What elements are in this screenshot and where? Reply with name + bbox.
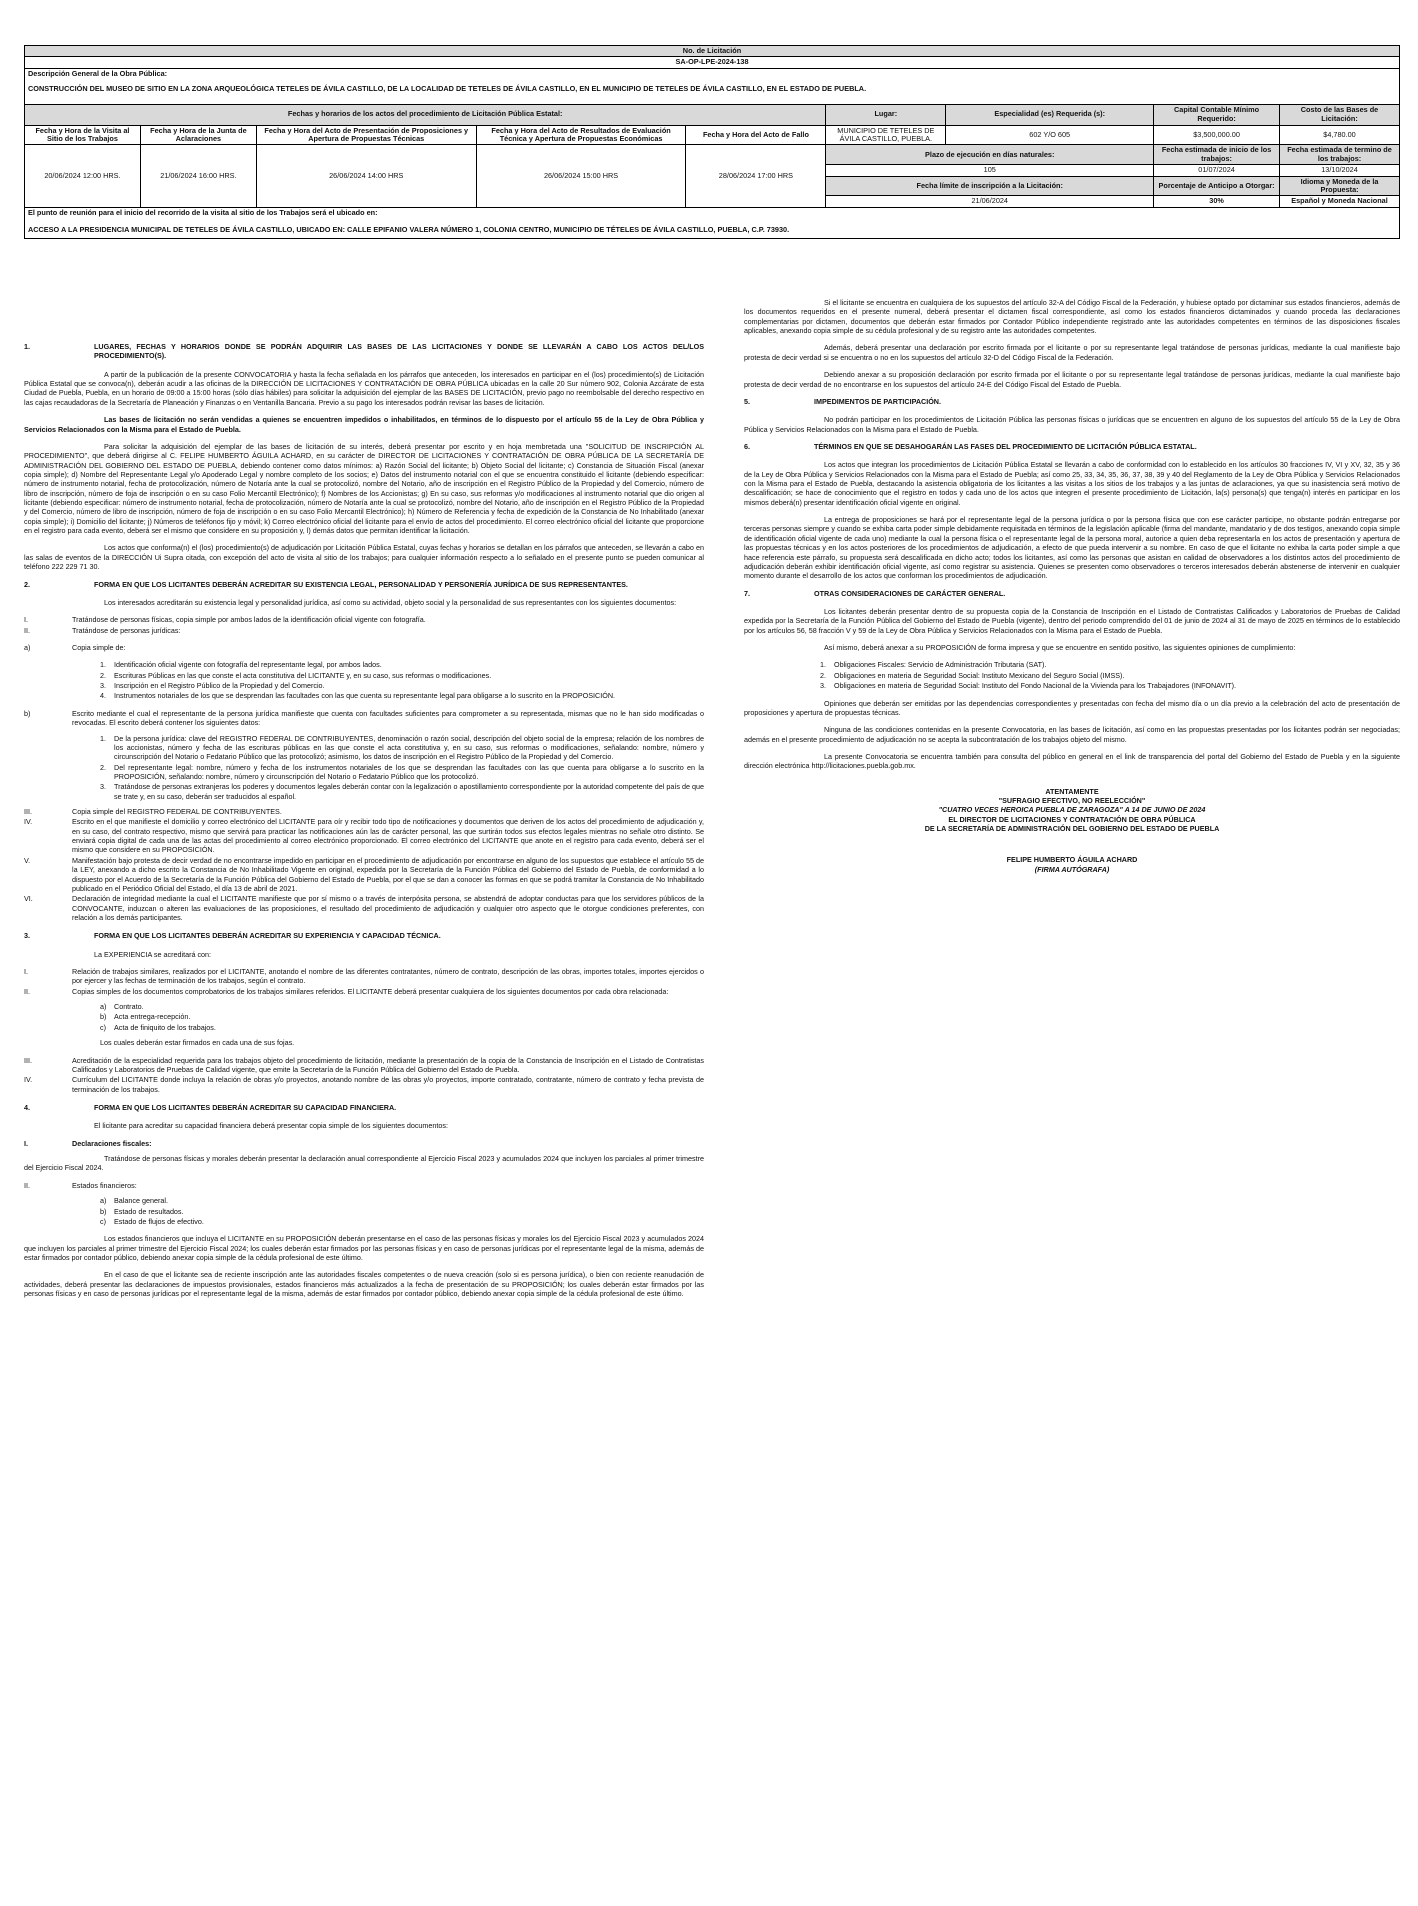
s3-b: b) Acta entrega-recepción. <box>100 1012 191 1022</box>
col-resultados: Fecha y Hora del Acto de Resultados de Evaluación Técnica y Apertura de Propuestas Económicas <box>476 125 686 145</box>
s3-iii: III. Acreditación de la especialidad requerida para los trabajos objeto del procedimiento de licitación, mediante la presentación de la copia de la Constancia de Inscripción en el Listado de Contratistas Calificados y Laboratorios de Pruebas de Calidad vigente, que emite la Secretaría de la Función Pública del Gobierno del Estado de Puebla. <box>24 1055 704 1074</box>
limite: 21/06/2024 <box>826 196 1154 207</box>
s2-a4: 4. Instrumentos notariales de los que se desprendan las facultades con las que cuenta su representante legal para obligarse a lo suscrito en la PROPOSICIÓN. <box>100 691 616 701</box>
s4-p2: Tratándose de personas físicas y morales deberán presentar la declaración anual correspondiente al Ejercicio Fiscal 2023 y acumulados 2024 que incluyen los parciales al primer trimestre del Ejercicio Fiscal 2024. <box>24 1154 704 1173</box>
lugar: MUNICIPIO DE TETELES DE ÁVILA CASTILLO, PUEBLA. <box>826 125 946 145</box>
fallo: 28/06/2024 17:00 HRS <box>686 145 826 207</box>
r-p2: Además, deberá presentar una declaración por escrito firmada por el licitante o por su representante legal tratándose de personas jurídicas, mediante la cual manifieste bajo protesta de decir verdad si se encuentra o no en los supuestos del artículo 32-D del Código Fiscal de la Federación. <box>744 343 1400 362</box>
s7-p1: Los licitantes deberán presentar dentro de su propuesta copia de la Constancia de Inscripción en el Listado de Contratistas Calificados y Laboratorios de Pruebas de Calidad expedida por la Secretaría de la Función Pública del Gobierno del Estado de Puebla (vigente), dentro del periodo comprendido del 01 de junio de 2024 al 31 de mayo de 2025 en términos de lo establecido por los artículos 56, 58 fracción V y 59 de la Ley de Obra Pública y Servicios Relacionados con la Misma para el Estado de Puebla. <box>744 606 1400 635</box>
sig-puebla-date: "CUATRO VECES HEROICA PUEBLA DE ZARAGOZA" A 14 DE JUNIO DE 2024 <box>938 805 1206 815</box>
termino: 13/10/2024 <box>1280 165 1400 176</box>
s3-p2: Los cuales deberán estar firmados en cada una de sus fojas. <box>100 1038 295 1048</box>
section-6-heading: 6. TÉRMINOS EN QUE SE DESAHOGARÁN LAS FASES DEL PROCEDIMIENTO DE LICITACIÓN PÚBLICA ESTATAL. <box>744 441 1197 451</box>
col-visita: Fecha y Hora de la Visita al Sitio de los Trabajos <box>25 125 141 145</box>
s7-l1: 1. Obligaciones Fiscales: Servicio de Administración Tributaria (SAT). <box>820 660 1047 670</box>
bid-header-table <box>24 45 1400 239</box>
costo-label: Costo de las Bases de Licitación: <box>1280 104 1400 125</box>
s4-a: a) Balance general. <box>100 1196 168 1206</box>
s7-p3: Opiniones que deberán ser emitidas por las dependencias correspondientes y presentadas con fecha del mismo día o un día previo a la celebración del acto de presentación de proposiciones y apertura de propuestas técnicas. <box>744 698 1400 717</box>
section-7-heading: 7. OTRAS CONSIDERACIONES DE CARÁCTER GENERAL. <box>744 588 1006 598</box>
visita: 20/06/2024 12:00 HRS. <box>25 145 141 207</box>
capital-label: Capital Contable Mínimo Requerido: <box>1154 104 1280 125</box>
section-1-heading: 1. LUGARES, FECHAS Y HORARIOS DONDE SE PODRÁN ADQUIRIR LAS BASES DE LAS LICITACIONES Y DONDE SE LLEVARÁN A CABO LOS ACTOS DEL/LOS PROCEDIMIENTO(S). <box>24 342 704 361</box>
no-licitacion: SA-OP-LPE-2024-138 <box>25 57 1400 68</box>
fechas-label: Fechas y horarios de los actos del procedimiento de Licitación Pública Estatal: <box>25 104 826 125</box>
s2-ii: II. Tratándose de personas jurídicas: <box>24 625 181 635</box>
s3-p1: La EXPERIENCIA se acreditará con: <box>94 949 212 959</box>
s7-p4: Ninguna de las condiciones contenidas en la presente Convocatoria, en las bases de licitación, así como en las propuestas presentadas por los licitantes podrán ser negociadas; además en el presente procedimiento de adjudicación no se acepta la subcontratación de los trabajos objeto del mismo. <box>744 725 1400 744</box>
s2-a1: 1. Identificación oficial vigente con fotografía del representante legal, por ambos lados. <box>100 660 382 670</box>
s2-a: a) Copia simple de: <box>24 642 126 652</box>
sig-sufragio: "SUFRAGIO EFECTIVO, NO REELECCIÓN" <box>998 796 1146 806</box>
sig-secretaria: DE LA SECRETARÍA DE ADMINISTRACIÓN DEL GOBIERNO DEL ESTADO DE PUEBLA <box>924 824 1220 834</box>
resultados: 26/06/2024 15:00 HRS <box>476 145 686 207</box>
s3-iv: IV. Currículum del LICITANTE donde incluya la relación de obras y/o proyectos, anotando nombre de las obras y/o proyectos, importe contratado, contratante, número de contrato y fecha prevista de terminación de los trabajos. <box>24 1075 704 1094</box>
s4-i: I. Declaraciones fiscales: <box>24 1138 152 1148</box>
sig-director-title: EL DIRECTOR DE LICITACIONES Y CONTRATACIÓN DE OBRA PÚBLICA <box>948 814 1196 824</box>
s4-ii: II. Estados financieros: <box>24 1180 137 1190</box>
limite-label: Fecha límite de inscripción a la Licitación: <box>826 176 1154 196</box>
s3-i: I. Relación de trabajos similares, realizados por el LICITANTE, anotando el nombre de las diferentes contratantes, número de contrato, descripción de las obras, importes totales, importes ejercidos o por ejercer y las fechas de terminación de los trabajos, según el contrato. <box>24 967 704 986</box>
descripcion: CONSTRUCCIÓN DEL MUSEO DE SITIO EN LA ZONA ARQUEOLÓGICA TETELES DE ÁVILA CASTILLO, DE LA LOCALIDAD DE TETELES DE ÁVILA CASTILLO, EN EL MUNICIPIO DE TETELES DE ÁVILA CASTILLO, EN EL ESTADO DE PUEBLA. <box>25 79 1400 104</box>
section-4-heading: 4. FORMA EN QUE LOS LICITANTES DEBERÁN ACREDITAR SU CAPACIDAD FINANCIERA. <box>24 1103 397 1112</box>
no-licitacion-label: No. de Licitación <box>25 46 1400 57</box>
s1-p2: Las bases de licitación no serán vendidas a quienes se encuentren impedidos o inhabilitados, en términos de lo dispuesto por el artículo 55 de la Ley de Obra Pública y Servicios Relacionados con la Misma para el Estado de Puebla. <box>24 415 704 434</box>
s7-p2: Así mismo, deberá anexar a su PROPOSICIÓN de forma impresa y que se encuentre en sentido positivo, las siguientes opiniones de cumplimiento: <box>824 643 1296 653</box>
s2-a2: 2. Escrituras Públicas en las que conste el acta constitutiva del LICITANTE y, en su caso, sus reformas o modificaciones. <box>100 670 492 680</box>
termino-label: Fecha estimada de termino de los trabajos: <box>1280 145 1400 165</box>
right-column <box>744 298 1400 874</box>
especialidad: 602 Y/O 605 <box>946 125 1154 145</box>
s1-p1: A partir de la publicación de la presente CONVOCATORIA y hasta la fecha señalada en los párrafos que anteceden, los interesados en participar en el (los) procedimiento(s) de Licitación Pública Estatal que se convoca(n), deberán acudir a las oficinas de la DIRECCIÓN DE LICITACIONES Y CONTRATACIÓN DE OBRA PÚBLICA ubicadas en la calle 20 Sur número 902, Colonia Azcárate de esta Ciudad de Puebla, Puebla, en un horario de 09:00 a 15:00 horas (sólo días hábiles) para solicitar la adquisición del ejemplar de las BASES DE LICITACIÓN, previo pago no reembolsable del derecho respectivo en las cajas recaudadoras de la Secretaría de Planeación y Finanzas o en Ventanilla Bancaria. Previo a su pago los interesados podrán revisar las bases de licitación. <box>24 369 704 407</box>
s3-a: a) Contrato. <box>100 1002 144 1012</box>
col-junta: Fecha y Hora de la Junta de Aclaraciones <box>140 125 256 145</box>
s2-b3: 3. Tratándose de personas extranjeras los poderes y documentos legales deberán contar con la legalización o apostillamiento correspondiente por la autoridad competente del país de que se trate y, en su caso, deberán ser traducidos al español. <box>100 782 704 801</box>
section-2-heading: 2. FORMA EN QUE LOS LICITANTES DEBERÁN ACREDITAR SU EXISTENCIA LEGAL, PERSONALIDAD Y PERSONERÍA JURÍDICA DE SUS REPRESENTANTES. <box>24 579 628 589</box>
s2-iv: IV. Escrito en el que manifieste el domicilio y correo electrónico del LICITANTE para oír y recibir todo tipo de notificaciones y documentos que deriven de los actos del procedimiento de adjudicación y, en su caso, del contrato respectivo, mismo que servirá para practicar las notificaciones aún las de carácter personal, las que surtirán todos sus efectos legales mientras no señale otro distinto. Se enviará copia digital de cada una de las actas del procedimiento al correo electrónico proporcionado. El correo electrónico del LICITANTE que anote en el registro para cada evento, deberá ser el mismo que considere en su PROPOSICIÓN. <box>24 817 704 855</box>
costo: $4,780.00 <box>1280 125 1400 145</box>
r-p1: Si el licitante se encuentra en cualquiera de los supuestos del artículo 32-A del Código Fiscal de la Federación, y hubiese optado por dictaminar sus estados financieros, además de los documentos requeridos en el presente numeral, deberá presentar el dictamen fiscal correspondiente, así como los estados financieros dictaminados y cuando proceda las declaraciones complementarias por dictamen, documentos que deberán estar firmados por Contador Público independiente registrado ante las autoridades competentes en términos de las disposiciones fiscales aplicables, anexando copia simple de su cédula profesional y de su registro ante las autoridades competentes. <box>744 298 1400 336</box>
s4-p3: Los estados financieros que incluya el LICITANTE en su PROPOSICIÓN deberán presentarse en el caso de las personas físicas y morales los del Ejercicio Fiscal 2023 y acumulados 2024 que incluyen los parciales al primer trimestre del Ejercicio Fiscal 2024; los cuales deberán estar firmados por las personas físicas y en caso de personas jurídicas por el representante legal de la misma, además de estar firmados por contador público, debiendo anexar copia simple de la cédula profesional de este último. <box>24 1234 704 1262</box>
col-presentacion: Fecha y Hora del Acto de Presentación de Proposiciones y Apertura de Propuestas Técnicas <box>256 125 476 145</box>
sig-name: FELIPE HUMBERTO ÁGUILA ACHARD <box>1006 855 1138 865</box>
s4-b: b) Estado de resultados. <box>100 1206 184 1216</box>
plazo-label: Plazo de ejecución en días naturales: <box>826 145 1154 165</box>
anticipo-label: Porcentaje de Anticipo a Otorgar: <box>1154 176 1280 196</box>
signature-block <box>744 787 1400 875</box>
left-column <box>24 342 704 1306</box>
s4-p1: El licitante para acreditar su capacidad financiera deberá presentar copia simple de los siguientes documentos: <box>94 1121 448 1131</box>
s2-iii: III. Copia simple del REGISTRO FEDERAL DE CONTRIBUYENTES. <box>24 807 282 817</box>
s6-p1: Los actos que integran los procedimientos de Licitación Pública Estatal se llevarán a cabo de conformidad con lo establecido en los artículos 30 fracciones IV, VI y XV, 32, 35 y 36 de la Ley de Obra Pública y Servicios Relacionados con la Misma para el Estado de Puebla; así como 25, 33, 34, 35, 36, 37, 38, 39 y 40 del Reglamento de la Ley de Obra Pública y Servicios Relacionados con la Misma para el Estado de Puebla, destacando la asistencia obligatoria de los licitantes a las visitas a los sitios de los trabajos y a las juntas de aclaraciones, ya que su inasistencia será motivo de descalificación; se hace de conocimiento que el registro en todos y cada uno de los actos que integren el presente procedimiento de Licitación, la(s) persona(s) que tenga(n) interés en participar en los mismos deberá(n) presentar identificación oficial vigente en original. <box>744 460 1400 507</box>
sig-atentamente: ATENTAMENTE <box>1045 786 1099 796</box>
s7-l3: 3. Obligaciones en materia de Seguridad Social: Instituto del Fondo Nacional de la Vivienda para los Trabajadores (INFONAVIT). <box>820 681 1237 691</box>
junta: 21/06/2024 16:00 HRS. <box>140 145 256 207</box>
inicio: 01/07/2024 <box>1154 165 1280 176</box>
s2-i: I. Tratándose de personas físicas, copia simple por ambos lados de la identificación oficial vigente con fotografía. <box>24 615 426 625</box>
anticipo: 30% <box>1154 196 1280 207</box>
reunion-label: El punto de reunión para el inicio del recorrido de la visita al sitio de los Trabajos será el ubicado en: <box>25 207 1400 218</box>
sig-firma: (FIRMA AUTÓGRAFA) <box>1034 864 1110 874</box>
presentacion: 26/06/2024 14:00 HRS <box>256 145 476 207</box>
s2-b1: 1. De la persona jurídica: clave del REGISTRO FEDERAL DE CONTRIBUYENTES, denominación o razón social, descripción del objeto social de la empresa; relación de los nombres de los accionistas, número y fecha de las escrituras públicas en las que conste el acta constitutiva y, en su caso, sus reformas o modificaciones, señalando: nombre, número y circunscripción del Notario o Fedatario Público que las protocolizó; asimismo, los datos de inscripción en el Registro Público de la Propiedad y del Comercio. <box>100 733 704 762</box>
s5-p1: No podrán participar en los procedimientos de Licitación Pública las personas físicas o jurídicas que se encuentren en alguno de los supuestos del artículo 55 de la Ley de Obra Pública y Servicios Relacionados con la Misma para el Estado de Puebla. <box>744 415 1400 434</box>
s2-vi: VI. Declaración de integridad mediante la cual el LICITANTE manifieste que por sí mismo o a través de interpósita persona, se abstendrá de adoptar conductas para que los servidores públicos de la CONVOCANTE, induzcan o alteren las evaluaciones de las proposiciones, el resultado del procedimiento de adjudicación y cualquier otro aspecto que le otorgue condiciones preferentes, con relación a los demás participantes. <box>24 894 704 922</box>
s1-p4: Los actos que conforma(n) el (los) procedimiento(s) de adjudicación por Licitación Pública Estatal, cuyas fechas y horarios se detallan en los párrafos que anteceden, se llevarán a cabo en las salas de eventos de la DIRECCIÓN Ui Supra citada, con excepción del acto de visita al sitio de los trabajos; para cualquier información respecto a lo señalado en el presente punto se pueden comunicar al teléfono 222 229 71 30. <box>24 543 704 572</box>
section-5-heading: 5. IMPEDIMENTOS DE PARTICIPACIÓN. <box>744 396 941 406</box>
col-fallo: Fecha y Hora del Acto de Fallo <box>686 125 826 145</box>
lugar-label: Lugar: <box>826 104 946 125</box>
descripcion-label: Descripción General de la Obra Pública: <box>25 68 1400 79</box>
s7-l2: 2. Obligaciones en materia de Seguridad Social: Instituto Mexicano del Seguro Social (IMSS). <box>820 670 1125 680</box>
s2-v: V. Manifestación bajo protesta de decir verdad de no encontrarse impedido en participar en el procedimiento de adjudicación por encontrarse en alguno de los supuestos que establece el artículo 55 de la LEY, anexando a dicho escrito la Constancia de No Inhabilitado Vigente en original, expedida por la Secretaría de la Función Pública del Gobierno del Estado de Puebla, de conformidad a lo dispuesto por el Acuerdo de la Secretaría de la Función Pública del Gobierno del Estado de Puebla, por el que se dan a conocer las formas en que se podrá tramitar la Constancia de No Inhabilitado publicado en el Periódico Oficial del Estado, el día 13 de abril de 2021. <box>24 855 704 893</box>
s2-a3: 3. Inscripción en el Registro Público de la Propiedad y del Comercio. <box>100 681 325 691</box>
s2-p1: Los interesados acreditarán su existencia legal y personalidad jurídica, así como su actividad, objeto social y la personalidad de sus representantes con los siguientes documentos: <box>104 597 677 607</box>
s1-p3: Para solicitar la adquisición del ejemplar de las bases de licitación de su interés, deberá presentar por escrito y en hoja membretada una "SOLICITUD DE INSCRIPCIÓN AL PROCEDIMIENTO", que deberá dirigirse al C. FELIPE HUMBERTO ÁGUILA ACHARD, en su carácter de DIRECTOR DE LICITACIONES Y CONTRATACIÓN DE OBRA PÚBLICA DE LA SECRETARÍA DE ADMINISTRACIÓN DEL GOBIERNO DEL ESTADO DE PUEBLA, debiendo contener como datos mínimos: a) Razón Social del licitante; b) Objeto Social del licitante; c) Constancia de Situación Fiscal (anexar copia simple); d) Nombre del Representante Legal y/o Apoderado Legal y nombre completo de los socios; e) Datos del instrumento notarial con el que se encuentra constituido el licitante (debiendo especificar: número de instrumento notarial, fecha de protocolización, número de Notaría ante la cual se protocolizó, nombre del Notario, año de inscripción en el Registro Público de la Propiedad y del Comercio, número de libro de inscripción, número de foja de inscripción o en su caso Folio Mercantil Electrónico); f) Nombres de los Accionistas; g) En su caso, sus reformas y/o modificaciones al instrumento notarial que dio origen al licitante (debiendo especificar: número de instrumento notarial, fecha de protocolización, número de Notaría ante la cual se protocolizó, nombre del Notario, año de inscripción en el Registro Público de la Propiedad y del Comercio, número de libro de inscripción, número de foja de inscripción o en su caso Folio Mercantil Electrónico); h) Número de Referencia y fecha de expedición de la Constancia de No Inhabilitado (anexar copia simple); i) Domicilio del licitante; j) Números de teléfonos fijo y móvil; k) Correo electrónico oficial del licitante para el envío de actos del procedimiento. El correo electrónico oficial del licitante que proporcione en el registro para cada evento, deberá ser el mismo que considere en su proposición y, l) demás datos que permitan identificar la licitación. <box>24 441 705 536</box>
s7-p5: La presente Convocatoria se encuentra también para consulta del público en general en el link de transparencia del portal del Gobierno del Estado de Puebla y en la siguiente dirección electrónica http://licitaciones.puebla.gob.mx. <box>744 751 1400 771</box>
section-3-heading: 3. FORMA EN QUE LOS LICITANTES DEBERÁN ACREDITAR SU EXPERIENCIA Y CAPACIDAD TÉCNICA. <box>24 931 441 941</box>
plazo: 105 <box>826 165 1154 176</box>
s3-ii: II. Copias simples de los documentos comprobatorios de los trabajos similares referidos. El LICITANTE deberá presentar cualquiera de los siguientes documentos por cada obra relacionada: <box>24 986 669 996</box>
s3-c: c) Acta de finiquito de los trabajos. <box>100 1022 216 1032</box>
reunion: ACCESO A LA PRESIDENCIA MUNICIPAL DE TETELES DE ÁVILA CASTILLO, UBICADO EN: CALLE EPIFANIO VALERA NÚMERO 1, COLONIA CENTRO, MUNICIPIO DE TÉTELES DE ÁVILA CASTILLO, PUEBLA, C.P. 73930. <box>25 218 1400 239</box>
idioma-label: Idioma y Moneda de la Propuesta: <box>1280 176 1400 196</box>
s2-b: b) Escrito mediante el cual el representante de la persona jurídica manifieste que cuenta con facultades suficientes para comprometer a su representada, mismas que no le han sido modificadas o revocadas. El escrito deberá contener los siguientes datos: <box>24 708 704 728</box>
s4-p4: En el caso de que el licitante sea de reciente inscripción ante las autoridades fiscales competentes o de nueva creación (solo si es persona jurídica), o bien con reciente reanudación de actividades, deberá presentar las declaraciones de impuestos provisionales, estados financieros más actualizados a la fecha de presentación de su PROPOSICIÓN; los cuales deberán estar firmados por las personas físicas y en caso de personas jurídicas por el representante legal de la misma, además de estar firmados por contador público, debiendo anexar copia simple de la cédula profesional de este último. <box>24 1270 704 1299</box>
capital: $3,500,000.00 <box>1154 125 1280 145</box>
idioma: Español y Moneda Nacional <box>1280 196 1400 207</box>
s4-c: c) Estado de flujos de efectivo. <box>100 1216 204 1226</box>
s6-p2: La entrega de proposiciones se hará por el representante legal de la persona jurídica o por la persona física que con ese carácter participe, no obstante podrán entregarse por terceras personas siempre y cuando se exhiba carta poder simple debidamente requisitada en términos de la legislación aplicable (firma del mandante, mandatario y de dos testigos, anexando copia simple de identificación oficial vigente de cada uno) mediante la cual la persona física o el representante legal de la persona moral, autorice a quien deba representarla en los actos de presentación y apertura de las propuestas técnicas y en los actos posteriores de los procedimientos de adjudicación, a efecto de que pueda intervenir a su nombre. En caso de que el licitante no exhiba la carta poder simple a que hace referencia este párrafo, su propuesta será descalificada en dicho acto; todos los licitantes, así como las personas que asistan en calidad de observadores a los distintos actos del procedimiento de adjudicación deberán exhibir identificación oficial vigente, así como registrar su asistencia. Quienes se presenten como observadores o terceros interesados deberán abstenerse de intervenir en cualquier momento durante el desarrollo de los actos que conforman los procedimientos de adjudicación. <box>744 515 1400 581</box>
inicio-label: Fecha estimada de inicio de los trabajos: <box>1154 145 1280 165</box>
r-p3: Debiendo anexar a su proposición declaración por escrito firmada por el licitante o por su representante legal tratándose de personas jurídicas, mediante la cual manifieste bajo protesta de decir verdad de no encontrarse en los supuestos del artículo 24-E del Código Fiscal del Estado de Puebla. <box>744 370 1400 389</box>
especialidad-label: Especialidad (es) Requerida (s): <box>946 104 1154 125</box>
s2-b2: 2. Del representante legal: nombre, número y fecha de los instrumentos notariales de los que se desprendan las facultades con las que cuenta para obligarse a lo suscrito en la PROPOSICIÓN, señalando: nombre, número y circunscripción del Notario o Fedatario Público que los protocolizó. <box>100 762 704 781</box>
